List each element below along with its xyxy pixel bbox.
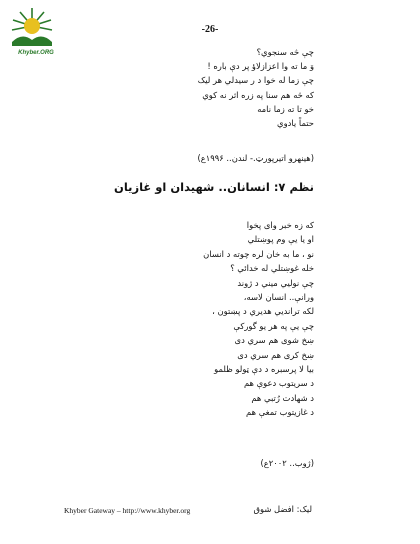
poem-line: خله غوښتلي له خدائي ؟ bbox=[230, 263, 314, 274]
poem-line: چې نوليي ميني د ژوند bbox=[237, 277, 314, 288]
poem-line: د غازيتوب تمغې هم bbox=[246, 407, 314, 418]
poem-line: ښخ شوی هم سري دی bbox=[234, 335, 314, 346]
poem-line: که څه هم سنا په زره اثر نه کوي bbox=[202, 89, 314, 100]
poem-line: د شهادت رُتبي هم bbox=[251, 392, 314, 403]
poem-line: چې زما له خوا د ر سيدلي هر ليک bbox=[197, 75, 314, 86]
poem-line: نو ، ما به خان لره چوته د انسان bbox=[203, 248, 314, 259]
footer-site-link[interactable]: Khyber Gateway – http://www.khyber.org bbox=[64, 506, 191, 515]
poem-line: د سريتوب دعوې هم bbox=[243, 378, 314, 389]
poem-one-date: (هينهرو اتيرپورټ.- لندن.. ۱۹۹۶ع) bbox=[197, 153, 314, 163]
poem-heading: نظم ۷: انسانان.. شهيدان او غازيان bbox=[114, 180, 314, 194]
poem-line: ورانې.. انسان لاسه، bbox=[243, 291, 314, 302]
poem-two-date: (ژوب.. ۲۰۰۲ع) bbox=[260, 458, 314, 468]
poem-line: خو تا ته زما نامه bbox=[257, 103, 314, 114]
page-number: -26- bbox=[201, 24, 219, 35]
poem-line: چې څه سنجوي؟ bbox=[256, 47, 314, 57]
poem-line: که زه خبر وای پخوا bbox=[246, 220, 314, 230]
poem-line: ښخ کری هم سري دی bbox=[237, 349, 314, 360]
poem-line: وَ ما ته وا اعزازلاؤ پر دې باره ! bbox=[207, 61, 314, 72]
poem-line: چې يې په هر يو گورکې bbox=[233, 320, 314, 331]
logo-text: Khyber.ORG bbox=[18, 50, 54, 56]
poem-line: حتماً يادوي bbox=[277, 117, 314, 128]
poem-one bbox=[54, 45, 314, 130]
poem-two bbox=[54, 218, 314, 419]
poem-line: لکه ترانديي هديري د پښتون ، bbox=[212, 306, 314, 317]
poem-line: بيا لا پرسبره د دې ټولو ظلمو bbox=[214, 363, 314, 374]
footer-author: ليک: افضل شوق bbox=[253, 504, 312, 514]
poem-line: او يا يې وم پوښتلي bbox=[247, 234, 314, 245]
